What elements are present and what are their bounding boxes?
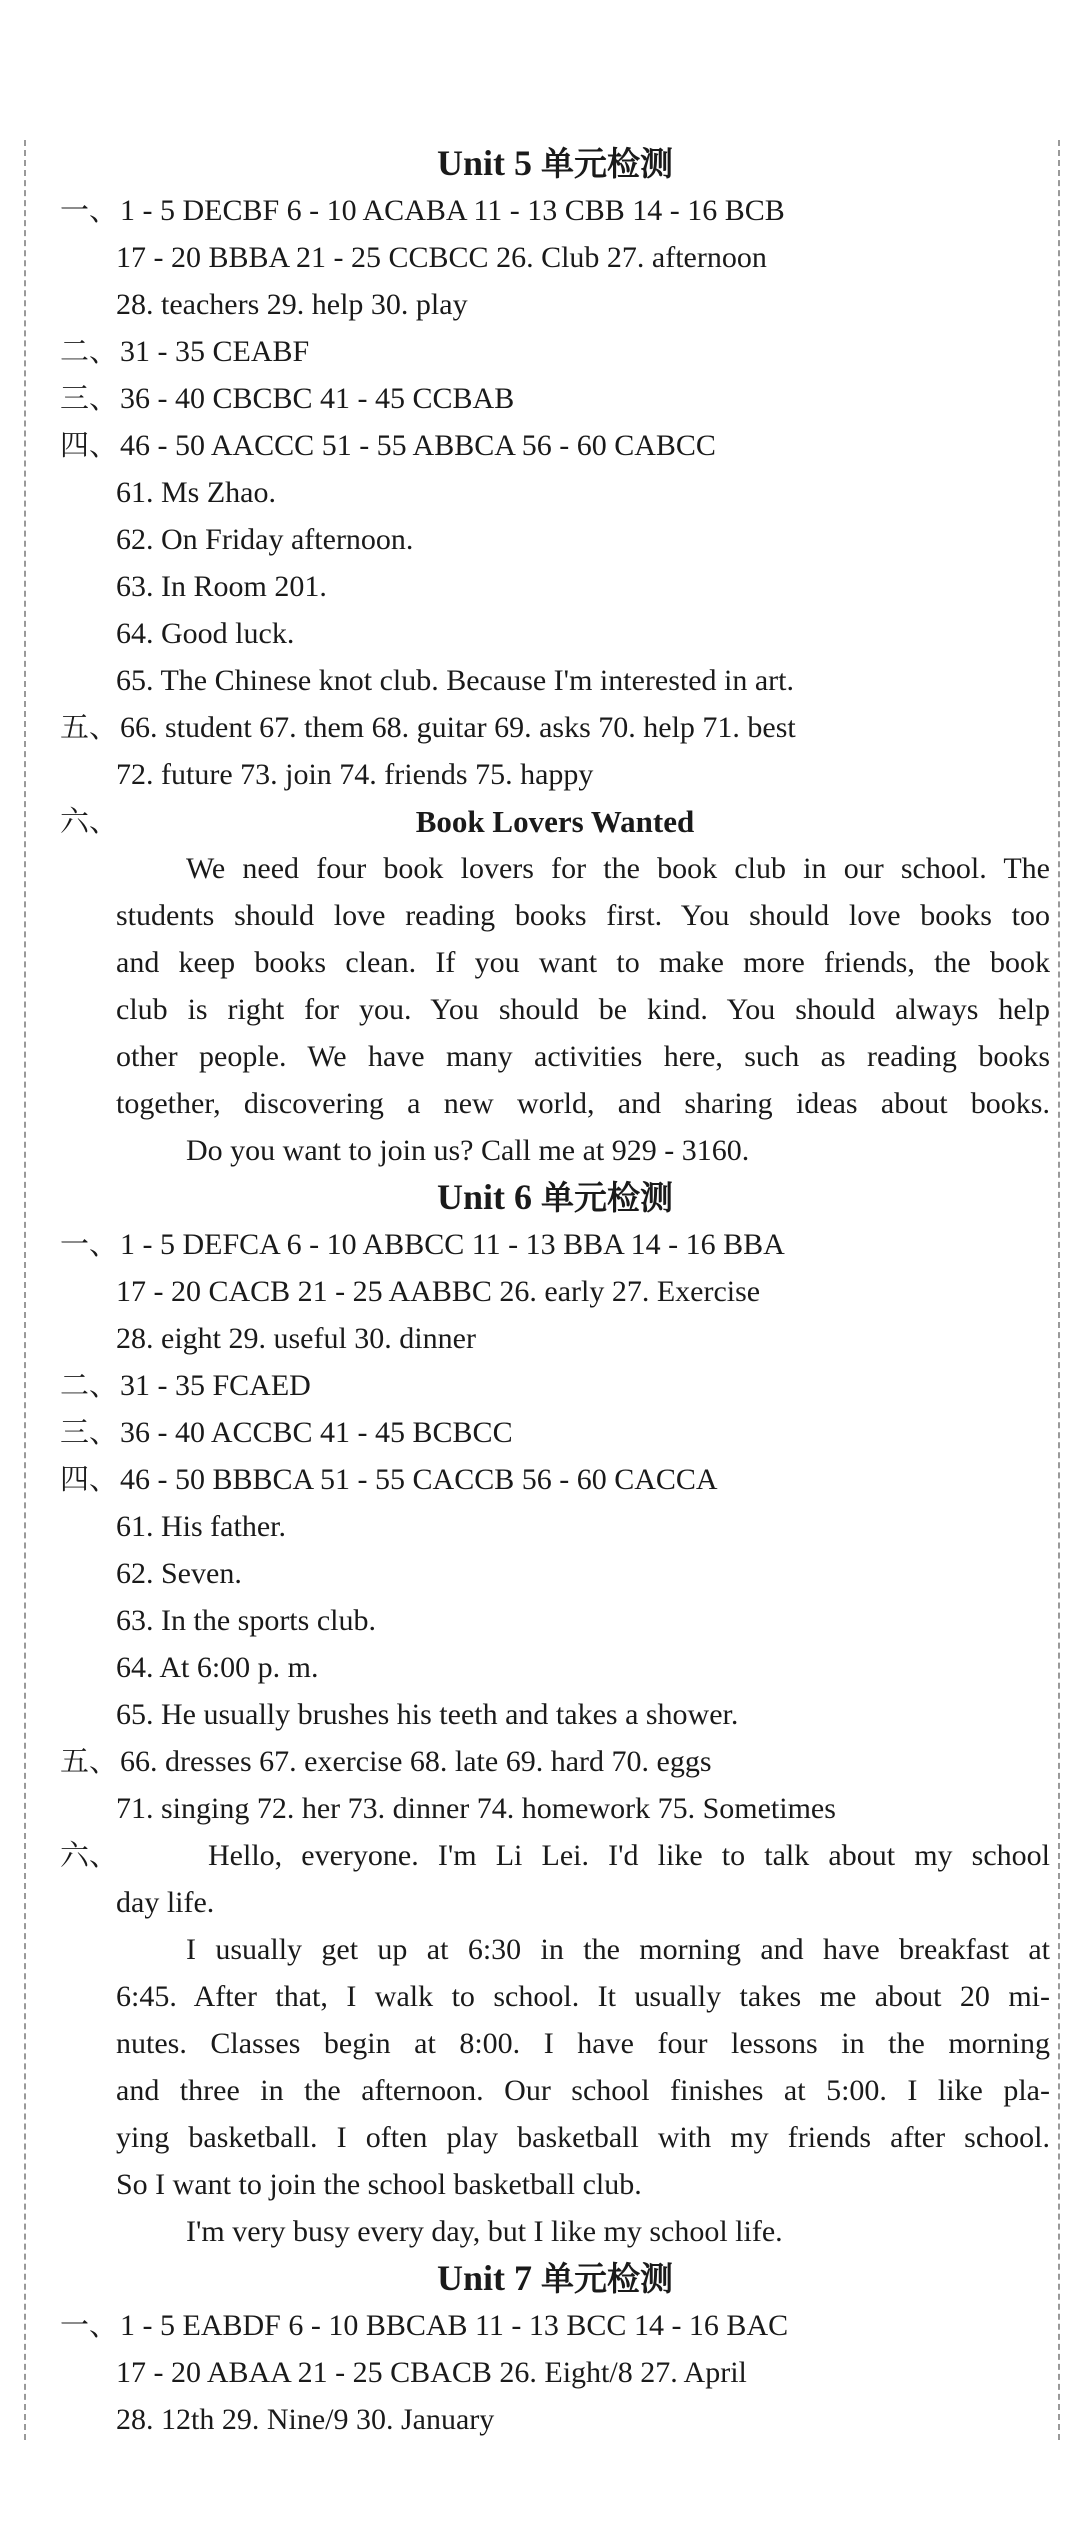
- essay-line: Do you want to join us? Call me at 929 - 3160.: [186, 1134, 750, 1167]
- essay-line: Hello, everyone. I'm Li Lei. I'd like to talk about my school: [208, 1839, 1050, 1872]
- essay-line: club is right for you. You should be kind. You should always help: [116, 993, 1050, 1026]
- answer-text: 36 - 40 ACCBC 41 - 45 BCBCC: [120, 1416, 513, 1449]
- answer-text: 1 - 5 DEFCA 6 - 10 ABBCC 11 - 13 BBA 14 - 16 BBA: [120, 1228, 785, 1261]
- section-marker: 六、: [60, 1838, 119, 1872]
- unit5-section5-line2: 72. future 73. join 74. friends 75. happy: [116, 758, 594, 791]
- unit5-essay: [60, 845, 1050, 1174]
- unit6-section6-line1: [60, 1832, 1050, 1879]
- unit6-section1-line1: [60, 1221, 1050, 1268]
- section-marker: 六、: [60, 804, 119, 838]
- unit6-essay: [60, 1926, 1050, 2255]
- answer-text: 36 - 40 CBCBC 41 - 45 CCBAB: [120, 382, 515, 415]
- essay-line: together, discovering a new world, and sharing ideas about books.: [116, 1087, 1050, 1120]
- section-marker: 三、: [60, 1415, 119, 1449]
- answer-text: 31 - 35 CEABF: [120, 335, 310, 368]
- section-marker: 一、: [60, 2308, 119, 2342]
- section-marker: 五、: [60, 1744, 119, 1778]
- section-marker: 一、: [60, 1227, 119, 1261]
- essay-line: and three in the afternoon. Our school finishes at 5:00. I like pla-: [116, 2074, 1050, 2107]
- section-marker: 三、: [60, 381, 119, 415]
- section-marker: 一、: [60, 193, 119, 227]
- section-marker: 四、: [60, 1462, 119, 1496]
- unit5-answer-61: 61. Ms Zhao.: [116, 476, 276, 509]
- section-marker: 四、: [60, 428, 119, 462]
- essay-line: So I want to join the school basketball club.: [116, 2168, 642, 2201]
- unit7-section1-line1: [60, 2302, 1050, 2349]
- unit6-answer-64: 64. At 6:00 p. m.: [116, 1651, 319, 1684]
- right-dashed-border: [1058, 140, 1060, 2440]
- essay-line: students should love reading books first. You should love books too: [116, 899, 1050, 932]
- answer-text: 1 - 5 EABDF 6 - 10 BBCAB 11 - 13 BCC 14 - 16 BAC: [120, 2309, 789, 2342]
- unit5-answer-63: 63. In Room 201.: [116, 570, 327, 603]
- unit6-section2-line1: [60, 1362, 1050, 1409]
- unit5-section3-line1: [60, 375, 1050, 422]
- unit5-answer-65: 65. The Chinese knot club. Because I'm interested in art.: [116, 664, 795, 697]
- unit6-section1-line2: 17 - 20 CACB 21 - 25 AABBC 26. early 27. Exercise: [116, 1275, 761, 1308]
- unit5-section5-line1: [60, 704, 1050, 751]
- unit7-section1-line2: 17 - 20 ABAA 21 - 25 CBACB 26. Eight/8 27. April: [116, 2356, 747, 2389]
- unit6-answer-61: 61. His father.: [116, 1510, 286, 1543]
- essay-line: and keep books clean. If you want to make more friends, the book: [116, 946, 1050, 979]
- essay-line: We need four book lovers for the book club in our school. The: [186, 852, 1050, 885]
- unit6-section5-line1: [60, 1738, 1050, 1785]
- essay-line: I usually get up at 6:30 in the morning and have breakfast at: [186, 1933, 1050, 1966]
- unit5-answer-64: 64. Good luck.: [116, 617, 295, 650]
- unit7-title: [60, 2255, 1050, 2302]
- unit5-section1-line2: 17 - 20 BBBA 21 - 25 CCBCC 26. Club 27. afternoon: [116, 241, 767, 274]
- section-marker: 五、: [60, 710, 119, 744]
- unit6-section3-line1: [60, 1409, 1050, 1456]
- unit7-title-en: Unit 7: [436, 2258, 532, 2298]
- answer-text: 66. student 67. them 68. guitar 69. asks 70. help 71. best: [120, 711, 796, 744]
- answer-key-page: [60, 140, 1050, 2443]
- section-marker: 二、: [60, 334, 119, 368]
- unit5-section4-line1: [60, 422, 1050, 469]
- essay-line: ying basketball. I often play basketball with my friends after school.: [116, 2121, 1050, 2154]
- essay-line: I'm very busy every day, but I like my school life.: [186, 2215, 783, 2248]
- unit6-answer-62: 62. Seven.: [116, 1557, 242, 1590]
- unit6-title-cn: 单元检测: [541, 1178, 673, 1217]
- unit5-section2-line1: [60, 328, 1050, 375]
- answer-text: 31 - 35 FCAED: [120, 1369, 311, 1402]
- unit6-answer-65: 65. He usually brushes his teeth and takes a shower.: [116, 1698, 739, 1731]
- left-dashed-border: [24, 140, 26, 2440]
- unit6-section1-line3: 28. eight 29. useful 30. dinner: [116, 1322, 476, 1355]
- essay-line: nutes. Classes begin at 8:00. I have four lessons in the morning: [116, 2027, 1050, 2060]
- unit5-title-en: Unit 5: [436, 143, 532, 183]
- unit5-section6-title-line: [60, 798, 1050, 845]
- unit6-section4-line1: [60, 1456, 1050, 1503]
- unit5-section1-line1: [60, 187, 1050, 234]
- unit7-title-cn: 单元检测: [541, 2259, 673, 2298]
- unit7-section1-line3: 28. 12th 29. Nine/9 30. January: [116, 2403, 495, 2436]
- essay-line: day life.: [116, 1886, 215, 1919]
- unit6-answer-63: 63. In the sports club.: [116, 1604, 376, 1637]
- unit6-title-en: Unit 6: [436, 1177, 532, 1217]
- answer-text: 66. dresses 67. exercise 68. late 69. hard 70. eggs: [120, 1745, 712, 1778]
- answer-text: 1 - 5 DECBF 6 - 10 ACABA 11 - 13 CBB 14 - 16 BCB: [120, 194, 785, 227]
- unit5-answer-62: 62. On Friday afternoon.: [116, 523, 414, 556]
- unit5-section1-line3: 28. teachers 29. help 30. play: [116, 288, 468, 321]
- answer-text: 46 - 50 AACCC 51 - 55 ABBCA 56 - 60 CABCC: [120, 429, 716, 462]
- essay-title: Book Lovers Wanted: [415, 804, 695, 839]
- section-marker: 二、: [60, 1368, 119, 1402]
- unit5-title: [60, 140, 1050, 187]
- unit6-title: [60, 1174, 1050, 1221]
- unit5-title-cn: 单元检测: [541, 144, 673, 183]
- unit6-section5-line2: 71. singing 72. her 73. dinner 74. homework 75. Sometimes: [116, 1792, 836, 1825]
- essay-line: 6:45. After that, I walk to school. It usually takes me about 20 mi-: [116, 1980, 1050, 2013]
- answer-text: 46 - 50 BBBCA 51 - 55 CACCB 56 - 60 CACCA: [120, 1463, 718, 1496]
- essay-line: other people. We have many activities here, such as reading books: [116, 1040, 1050, 1073]
